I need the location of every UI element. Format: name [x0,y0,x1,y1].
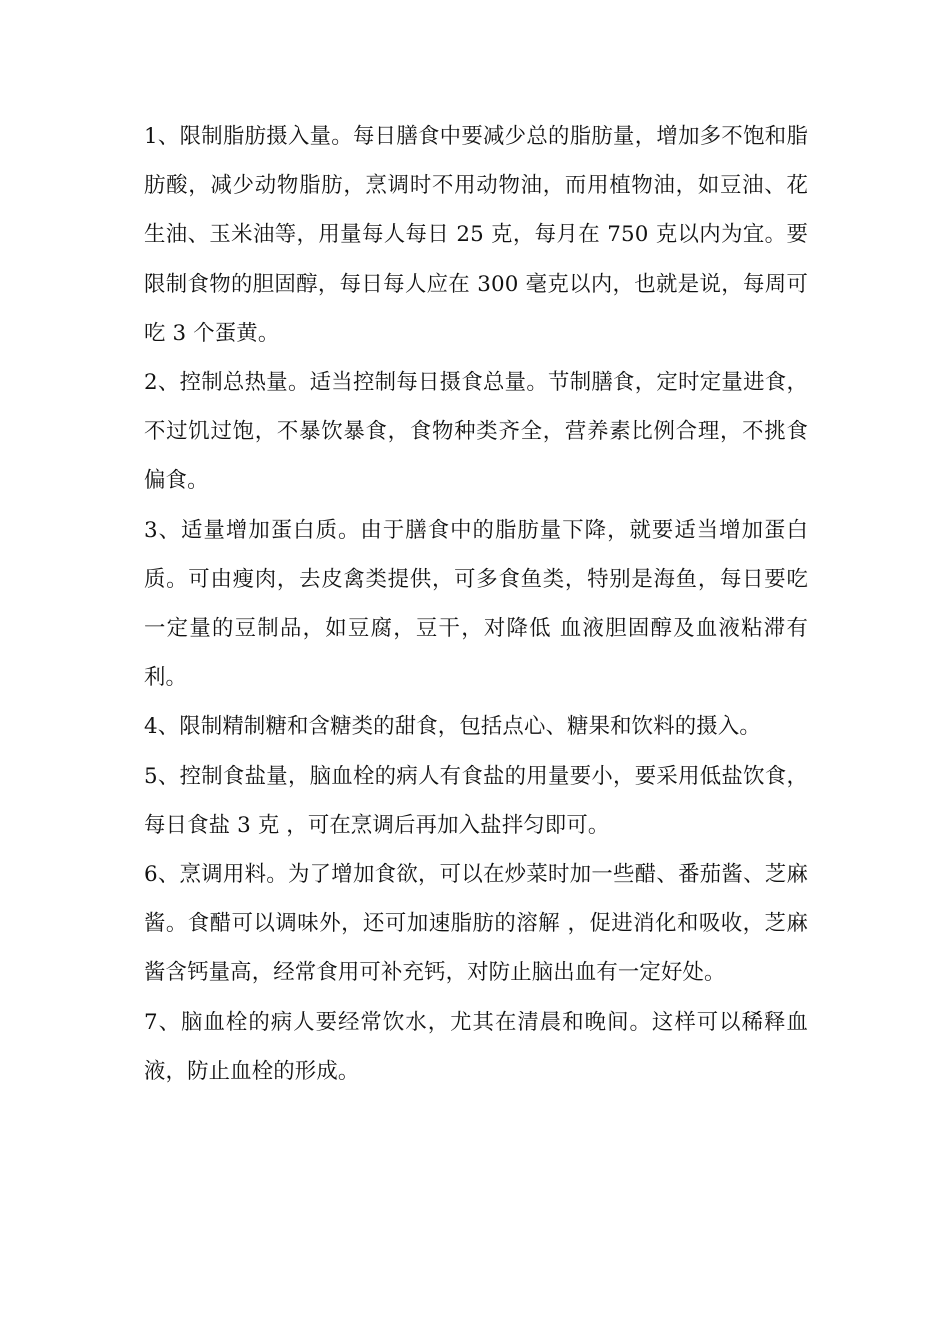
paragraph-limit-fat: 1、限制脂肪摄入量。每日膳食中要减少总的脂肪量，增加多不饱和脂肪酸，减少动物脂肪，烹调时不用动物油，而用植物油，如豆油、花生油、玉米油等，用量每人每日 25 克，每月在 750 克以内为宜。要限制食物的胆固醇，每日每人应在 300 毫克以内，也就是说，每周可吃 3 个蛋黄。 [144,124,808,346]
paragraph-limit-sugar: 4、限制精制糖和含糖类的甜食，包括点心、糖果和饮料的摄入。 [144,714,761,740]
document-body [144,112,808,1096]
paragraph-control-calories: 2、控制总热量。适当控制每日摄食总量。节制膳食，定时定量进食，不过饥过饱，不暴饮暴食，食物种类齐全，营养素比例合理，不挑食偏食。 [144,370,808,494]
paragraph-seasoning: 6、烹调用料。为了增加食欲，可以在炒菜时加一些醋、番茄酱、芝麻酱。食醋可以调味外，还可加速脂肪的溶解 ，促进消化和吸收，芝麻酱含钙量高，经常食用可补充钙，对防止脑出血有一定好处。 [144,862,808,986]
paragraph-control-salt: 5、控制食盐量，脑血栓的病人有食盐的用量要小，要采用低盐饮食，每日食盐 3 克 ，可在烹调后再加入盐拌匀即可。 [144,763,808,838]
paragraph-drink-water: 7、脑血栓的病人要经常饮水，尤其在清晨和晚间。这样可以稀释血液，防止血栓的形成。 [144,1009,808,1084]
paragraph-increase-protein: 3、适量增加蛋白质。由于膳食中的脂肪量下降，就要适当增加蛋白质。可由瘦肉，去皮禽类提供，可多食鱼类，特别是海鱼，每日要吃一定量的豆制品，如豆腐，豆干，对降低 血液胆固醇及血液粘滞有利。 [144,517,808,691]
